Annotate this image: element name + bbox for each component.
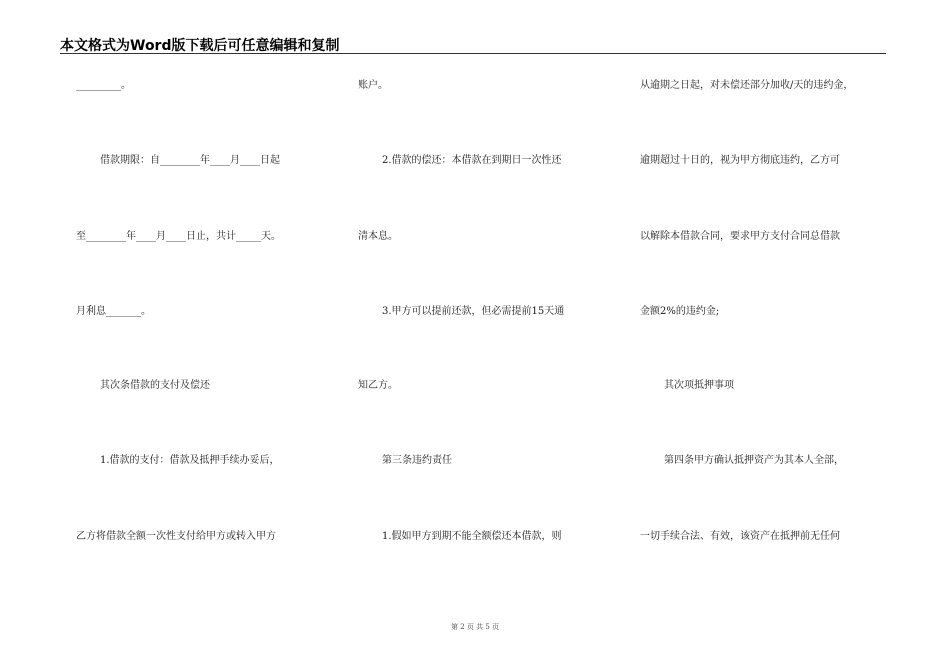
col1-line-7: 乙方将借款全额一次性支付给甲方或转入甲方	[76, 531, 276, 542]
col2-line-1: 账户。	[358, 80, 388, 91]
col3-line-4: 金额2%的违约金;	[640, 306, 720, 317]
col3-line-6: 第四条甲方确认抵押资产为其本人全部，	[664, 455, 844, 466]
col3-line-7: 一切手续合法、有效，该资产在抵押前无任何	[640, 531, 840, 542]
col2-line-7: 1.假如甲方到期不能全额偿还本借款，则	[382, 531, 562, 542]
col2-line-2: 2.借款的偿还：本借款在到期日一次性还	[382, 155, 562, 166]
col3-line-5: 其次项抵押事项	[664, 380, 734, 391]
col2-line-4: 3.甲方可以提前还款，但必需提前15天通	[382, 306, 565, 317]
col1-line-3: 至________年____月____日止，共计_____天。	[76, 231, 281, 242]
col2-line-3: 清本息。	[358, 231, 398, 242]
col1-line-4: 月利息_______。	[76, 306, 151, 317]
col2-line-6: 第三条违约责任	[382, 455, 452, 466]
col1-line-5: 其次条借款的支付及偿还	[100, 380, 210, 391]
col3-line-2: 逾期超过十日的，视为甲方彻底违约，乙方可	[640, 155, 840, 166]
col3-line-3: 以解除本借款合同，要求甲方支付合同总借款	[640, 231, 840, 242]
document-header-title: 本文格式为Word版下载后可任意编辑和复制	[60, 38, 340, 54]
col1-line-6: 1.借款的支付：借款及抵押手续办妥后，	[100, 455, 280, 466]
page-number: 第 2 页 共 5 页	[450, 623, 500, 631]
col2-line-5: 知乙方。	[358, 380, 398, 391]
col1-line-1: _________。	[76, 80, 131, 91]
header-divider	[60, 53, 886, 54]
col1-line-2: 借款期限：自________年____月____日起	[100, 155, 280, 166]
col3-line-1: 从逾期之日起，对未偿还部分加收/天的违约金，	[640, 80, 854, 91]
